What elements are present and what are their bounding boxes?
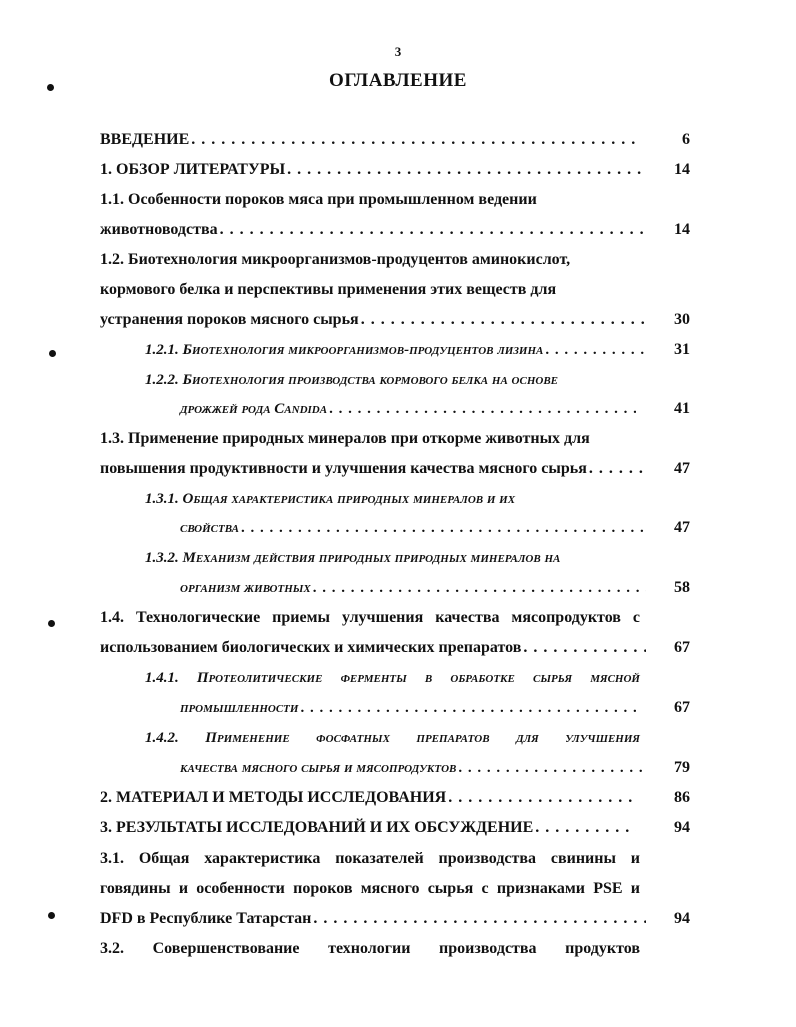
toc-entry-section-1-4-2-cont[interactable] [180,758,690,778]
toc-leader-dots [521,638,646,658]
toc-entry-title: повышения продуктивности и улучшения качества мясного сырья [100,460,587,477]
toc-page-number: 94 [674,910,690,927]
toc-entry-section-1-3-1[interactable]: 1.3.1. Общая характеристика природных минералов и их [145,491,516,507]
punch-hole-mark [49,350,56,357]
toc-leader-dots [587,459,646,479]
toc-leader-dots [311,909,646,929]
toc-entry-section-1-4-cont[interactable] [100,638,690,658]
toc-entry-title: ВВЕДЕНИЕ [100,131,190,148]
toc-leader-dots [285,160,646,180]
page-title: ОГЛАВЛЕНИЕ [329,70,467,91]
toc-entry-section-1-2[interactable]: 1.2. Биотехнология микроорганизмов-продуцентов аминокислот, [100,251,571,268]
toc-entry-section-1-3-2-cont[interactable] [180,578,690,598]
punch-hole-mark [48,912,55,919]
toc-entry-title: организм животных [180,580,311,596]
toc-entry-section-1-3-cont[interactable] [100,459,690,479]
toc-leader-dots [327,399,636,419]
toc-leader-dots [189,130,636,150]
toc-entry-section-1-2-2-cont[interactable] [180,399,690,419]
toc-page-number: 67 [674,699,690,716]
toc-page-number: 14 [674,221,690,238]
toc-entry-introduction[interactable] [100,130,690,150]
toc-page-number: 31 [674,341,690,358]
toc-page-number: 14 [674,161,690,178]
toc-entry-title: качества мясного сырья и мясопродуктов [180,760,457,776]
toc-entry-title: DFD в Республике Татарстан [100,910,312,927]
toc-entry-title: 2. МАТЕРИАЛ И МЕТОДЫ ИССЛЕДОВАНИЯ [100,789,447,806]
toc-leader-dots [543,340,646,360]
toc-entry-title: устранения пороков мясного сырья [100,311,359,328]
toc-page-number: 41 [674,400,690,417]
page-number: 3 [394,44,402,59]
toc-entry-section-1[interactable] [100,160,690,180]
toc-entry-section-1-4-1-cont[interactable] [180,698,690,718]
toc-page-number: 58 [674,579,690,596]
toc-entry-title: животноводства [100,221,218,238]
toc-entry-section-1-2-cont[interactable]: кормового белка и перспективы применения этих веществ для [100,281,557,298]
toc-entry-section-1-3[interactable]: 1.3. Применение природных минералов при откорме животных для [100,430,590,447]
toc-page-number: 6 [682,131,690,148]
toc-entry-section-1-1[interactable]: 1.1. Особенности пороков мяса при промышленном ведении [100,191,537,208]
toc-leader-dots [446,788,636,808]
toc-leader-dots [533,818,636,838]
toc-page-number: 30 [674,311,690,328]
toc-leader-dots [239,518,646,538]
toc-entry-section-1-2-end[interactable] [100,310,690,330]
toc-entry-section-3-2[interactable]: 3.2. Совершенствование технологии производства продуктов [100,940,640,957]
toc-leader-dots [298,698,636,718]
toc-leader-dots [218,220,646,240]
toc-leader-dots [311,578,646,598]
toc-entry-section-1-4-2[interactable]: 1.4.2. Применение фосфатных препаратов для улучшения [145,730,640,746]
toc-entry-section-3-1[interactable]: 3.1. Общая характеристика показателей производства свинины и [100,850,640,867]
toc-entry-title: использованием биологических и химических препаратов [100,639,522,656]
punch-hole-mark [47,84,54,91]
toc-page-number: 79 [674,759,690,776]
toc-page-number: 94 [674,819,690,836]
toc-entry-title: 1. ОБЗОР ЛИТЕРАТУРЫ [100,161,286,178]
toc-leader-dots [456,758,646,778]
toc-entry-section-2[interactable] [100,788,690,808]
toc-page-number: 67 [674,639,690,656]
toc-entry-section-1-3-2[interactable]: 1.3.2. Механизм действия природных природных минералов на [145,550,561,566]
toc-entry-section-3[interactable] [100,818,690,838]
toc-entry-title: свойства [180,520,239,536]
toc-entry-section-1-3-1-cont[interactable] [180,518,690,538]
toc-entry-section-3-1-cont[interactable]: говядины и особенности пороков мясного сырья с признаками PSE и [100,880,640,897]
toc-leader-dots [359,310,646,330]
toc-entry-section-1-2-1[interactable] [145,340,690,360]
toc-entry-section-1-4[interactable]: 1.4. Технологические приемы улучшения качества мясопродуктов с [100,609,640,626]
toc-page-number: 47 [674,519,690,536]
toc-page-number: 86 [674,789,690,806]
toc-entry-title: промышленности [180,700,299,716]
punch-hole-mark [48,620,55,627]
toc-entry-section-1-2-2[interactable]: 1.2.2. Биотехнология производства кормового белка на основе [145,372,558,388]
toc-entry-title: дрожжей рода Candida [180,401,328,417]
toc-entry-section-3-1-end[interactable] [100,909,690,929]
toc-entry-title: 3. РЕЗУЛЬТАТЫ ИССЛЕДОВАНИЙ И ИХ ОБСУЖДЕНИЕ [100,819,534,836]
toc-page-number: 47 [674,460,690,477]
toc-entry-section-1-1-cont[interactable] [100,220,690,240]
toc-entry-title: 1.2.1. Биотехнология микроорганизмов-продуцентов лизина [145,342,544,358]
toc-entry-section-1-4-1[interactable]: 1.4.1. Протеолитические ферменты в обработке сырья мясной [145,670,640,686]
